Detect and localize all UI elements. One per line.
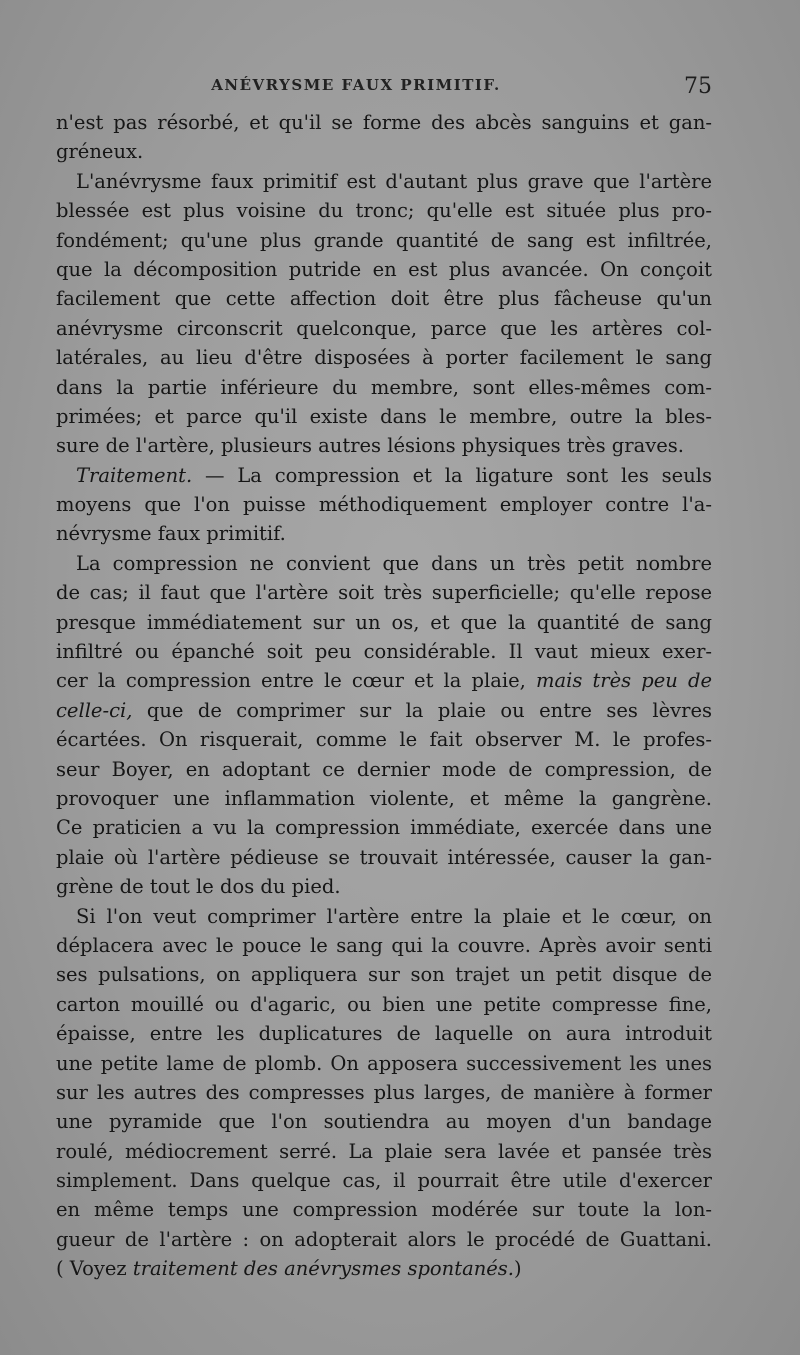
text-line xyxy=(56,1049,712,1078)
text-run: La compression ne convient que dans un très petit nombre xyxy=(76,551,712,575)
text-line xyxy=(56,1107,712,1136)
text-line xyxy=(56,1166,712,1195)
text-run: névrysme faux primitif. xyxy=(56,522,286,546)
text-line xyxy=(56,960,712,989)
text-line xyxy=(56,167,712,196)
text-line xyxy=(56,519,712,548)
text-run: épaisse, entre les duplicatures de laquelle on aura introduit xyxy=(56,1022,712,1046)
text-line xyxy=(56,1019,712,1048)
text-run: fondément; qu'une plus grande quantité de sang est infiltrée, xyxy=(56,228,712,252)
text-run: ( Voyez xyxy=(56,1257,133,1281)
text-run: gueur de l'artère : on adopterait alors le procédé de Guattani. xyxy=(56,1227,712,1251)
text-line xyxy=(56,784,712,813)
text-run: moyens que l'on puisse méthodiquement employer contre l'a- xyxy=(56,493,712,517)
text-run: sure de l'artère, plusieurs autres lésions physiques très graves. xyxy=(56,434,684,458)
running-title: ANÉVRYSME FAUX PRIMITIF. xyxy=(211,76,501,94)
text-line xyxy=(56,843,712,872)
text-run: carton mouillé ou d'agaric, ou bien une petite compresse fine, xyxy=(56,992,712,1016)
text-line xyxy=(56,461,712,490)
text-run: n'est pas résorbé, et qu'il se forme des abcès sanguins et gan- xyxy=(56,111,712,134)
text-run: sur les autres des compresses plus larges, de manière à former xyxy=(56,1080,712,1104)
text-line xyxy=(56,284,712,313)
text-run: une petite lame de plomb. On apposera successivement les unes xyxy=(56,1051,712,1075)
text-run: blessée est plus voisine du tronc; qu'elle est située plus pro- xyxy=(56,199,712,223)
text-line xyxy=(56,578,712,607)
page-header xyxy=(56,74,712,104)
text-line xyxy=(56,1195,712,1224)
text-run: gréneux. xyxy=(56,140,144,164)
text-line xyxy=(56,755,712,784)
text-run: roulé, médiocrement serré. La plaie sera lavée et pansée très xyxy=(56,1139,712,1163)
italic-text: mais très peu de xyxy=(535,669,712,693)
text-run: ) xyxy=(514,1257,522,1281)
text-run: que la décomposition putride en est plus avancée. On conçoit xyxy=(56,257,712,281)
text-run: ses pulsations, on appliquera sur son trajet un petit disque de xyxy=(56,963,712,987)
text-run: de cas; il faut que l'artère soit très superficielle; qu'elle repose xyxy=(56,581,712,605)
text-line xyxy=(56,137,712,166)
text-run: que de comprimer sur la plaie ou entre ses lèvres xyxy=(132,698,712,722)
text-line xyxy=(56,431,712,460)
text-run: cer la compression entre le cœur et la plaie, xyxy=(56,669,536,693)
text-line xyxy=(56,1078,712,1107)
text-line xyxy=(56,549,712,578)
text-run: anévrysme circonscrit quelconque, parce que les artères col- xyxy=(56,316,712,340)
text-run: grène de tout le dos du pied. xyxy=(56,875,341,899)
text-line xyxy=(56,608,712,637)
paragraph xyxy=(56,549,712,902)
text-run: latérales, au lieu d'être disposées à porter facilement le sang xyxy=(56,346,712,370)
text-run: déplacera avec le pouce le sang qui la couvre. Après avoir senti xyxy=(56,933,712,957)
text-run: simplement. Dans quelque cas, il pourrait être utile d'exercer xyxy=(56,1169,712,1193)
paragraph xyxy=(56,902,712,1284)
paragraph xyxy=(56,108,712,167)
text-line xyxy=(56,902,712,931)
text-line xyxy=(56,1137,712,1166)
paragraph xyxy=(56,461,712,549)
text-line xyxy=(56,725,712,754)
text-line xyxy=(56,373,712,402)
page-number: 75 xyxy=(684,74,712,99)
text-run: plaie où l'artère pédieuse se trouvait intéressée, causer la gan- xyxy=(56,845,712,869)
italic-text: Traitement. xyxy=(76,463,193,487)
text-line xyxy=(56,666,712,695)
text-line xyxy=(56,108,712,137)
text-line xyxy=(56,196,712,225)
text-run: infiltré ou épanché soit peu considérable. Il vaut mieux exer- xyxy=(56,640,712,664)
text-line xyxy=(56,314,712,343)
text-run: dans la partie inférieure du membre, sont elles-mêmes com- xyxy=(56,375,712,399)
text-line xyxy=(56,490,712,519)
text-line xyxy=(56,931,712,960)
text-line xyxy=(56,226,712,255)
text-run: une pyramide que l'on soutiendra au moyen d'un bandage xyxy=(56,1110,712,1134)
body-text xyxy=(56,108,712,1284)
text-line xyxy=(56,872,712,901)
text-run: provoquer une inflammation violente, et même la gangrène. xyxy=(56,786,712,810)
text-line xyxy=(56,1225,712,1254)
text-run: écartées. On risquerait, comme le fait observer M. le profes- xyxy=(56,728,712,752)
text-line xyxy=(56,990,712,1019)
text-run: Ce praticien a vu la compression immédiate, exercée dans une xyxy=(56,816,712,840)
text-line xyxy=(56,1254,712,1283)
text-run: L'anévrysme faux primitif est d'autant plus grave que l'artère xyxy=(76,169,712,193)
text-line xyxy=(56,637,712,666)
text-run: facilement que cette affection doit être plus fâcheuse qu'un xyxy=(56,287,712,311)
text-line xyxy=(56,255,712,284)
text-line xyxy=(56,343,712,372)
text-run: primées; et parce qu'il existe dans le membre, outre la bles- xyxy=(56,404,712,428)
text-run: — La compression et la ligature sont les seuls xyxy=(192,463,712,487)
text-run: presque immédiatement sur un os, et que la quantité de sang xyxy=(56,610,712,634)
text-line xyxy=(56,402,712,431)
text-run: seur Boyer, en adoptant ce dernier mode de compression, de xyxy=(56,757,712,781)
paragraph xyxy=(56,167,712,461)
text-run: Si l'on veut comprimer l'artère entre la plaie et le cœur, on xyxy=(76,904,712,928)
text-line xyxy=(56,813,712,842)
text-run: en même temps une compression modérée sur toute la lon- xyxy=(56,1198,712,1222)
text-line xyxy=(56,696,712,725)
italic-text: traitement des anévrysmes spontanés. xyxy=(132,1257,515,1281)
italic-text: celle-ci, xyxy=(56,698,133,722)
